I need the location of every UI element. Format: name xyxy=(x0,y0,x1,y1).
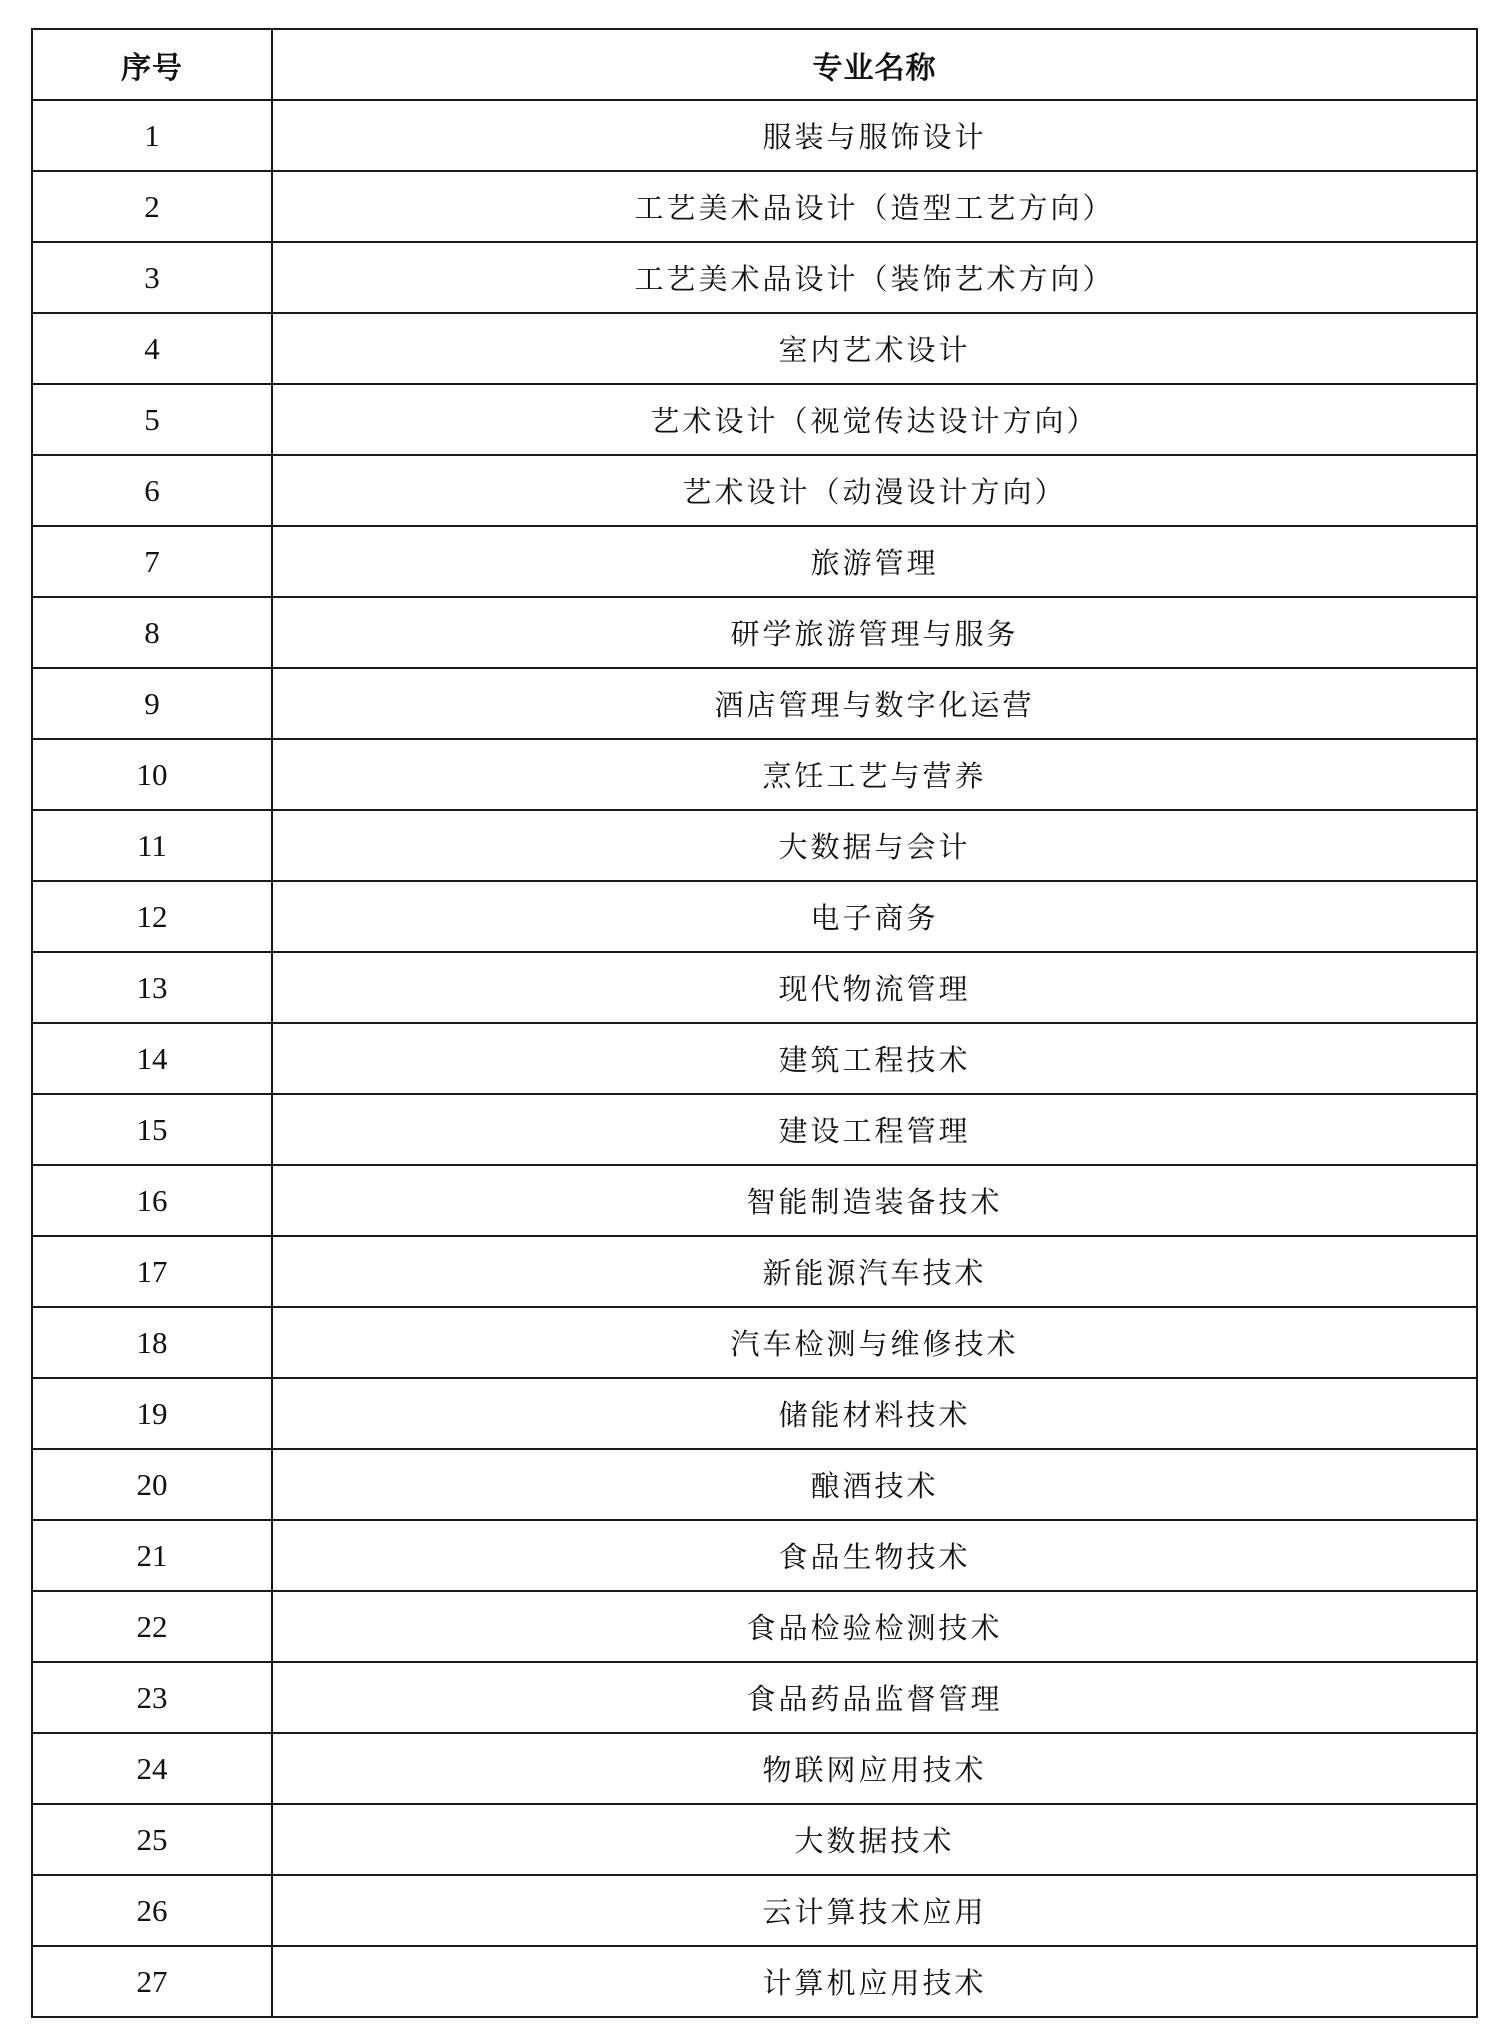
header-row xyxy=(32,29,1477,100)
header-serial-number: 序号 xyxy=(32,29,272,100)
serial-number-cell: 9 xyxy=(32,668,272,739)
table-row xyxy=(32,100,1477,171)
major-name-cell: 电子商务 xyxy=(272,881,1477,952)
table-row xyxy=(32,810,1477,881)
table-header xyxy=(32,29,1477,100)
serial-number-cell: 27 xyxy=(32,1946,272,2017)
table-row xyxy=(32,1733,1477,1804)
serial-number-cell: 8 xyxy=(32,597,272,668)
serial-number-cell: 23 xyxy=(32,1662,272,1733)
table-row xyxy=(32,242,1477,313)
serial-number-cell: 17 xyxy=(32,1236,272,1307)
table-row xyxy=(32,1591,1477,1662)
table-row xyxy=(32,1023,1477,1094)
major-name-cell: 工艺美术品设计（装饰艺术方向） xyxy=(272,242,1477,313)
serial-number-cell: 14 xyxy=(32,1023,272,1094)
table-row xyxy=(32,313,1477,384)
major-name-cell: 食品检验检测技术 xyxy=(272,1591,1477,1662)
major-name-cell: 大数据与会计 xyxy=(272,810,1477,881)
major-name-cell: 食品药品监督管理 xyxy=(272,1662,1477,1733)
table-row xyxy=(32,1236,1477,1307)
header-major-name: 专业名称 xyxy=(272,29,1477,100)
table-row xyxy=(32,526,1477,597)
table-row xyxy=(32,881,1477,952)
majors-table xyxy=(31,28,1478,2018)
serial-number-cell: 19 xyxy=(32,1378,272,1449)
serial-number-cell: 24 xyxy=(32,1733,272,1804)
serial-number-cell: 26 xyxy=(32,1875,272,1946)
table-row xyxy=(32,1520,1477,1591)
major-name-cell: 云计算技术应用 xyxy=(272,1875,1477,1946)
serial-number-cell: 13 xyxy=(32,952,272,1023)
major-name-cell: 烹饪工艺与营养 xyxy=(272,739,1477,810)
major-name-cell: 研学旅游管理与服务 xyxy=(272,597,1477,668)
serial-number-cell: 7 xyxy=(32,526,272,597)
serial-number-cell: 11 xyxy=(32,810,272,881)
major-name-cell: 艺术设计（动漫设计方向） xyxy=(272,455,1477,526)
major-name-cell: 艺术设计（视觉传达设计方向） xyxy=(272,384,1477,455)
serial-number-cell: 25 xyxy=(32,1804,272,1875)
table-row xyxy=(32,171,1477,242)
serial-number-cell: 20 xyxy=(32,1449,272,1520)
table-row xyxy=(32,1875,1477,1946)
serial-number-cell: 22 xyxy=(32,1591,272,1662)
table-row xyxy=(32,597,1477,668)
table-row xyxy=(32,384,1477,455)
serial-number-cell: 3 xyxy=(32,242,272,313)
major-name-cell: 旅游管理 xyxy=(272,526,1477,597)
serial-number-cell: 2 xyxy=(32,171,272,242)
table-row xyxy=(32,1449,1477,1520)
serial-number-cell: 10 xyxy=(32,739,272,810)
table-row xyxy=(32,1662,1477,1733)
major-name-cell: 大数据技术 xyxy=(272,1804,1477,1875)
major-name-cell: 食品生物技术 xyxy=(272,1520,1477,1591)
serial-number-cell: 1 xyxy=(32,100,272,171)
major-name-cell: 酒店管理与数字化运营 xyxy=(272,668,1477,739)
major-name-cell: 建设工程管理 xyxy=(272,1094,1477,1165)
major-name-cell: 新能源汽车技术 xyxy=(272,1236,1477,1307)
serial-number-cell: 16 xyxy=(32,1165,272,1236)
major-name-cell: 物联网应用技术 xyxy=(272,1733,1477,1804)
table-row xyxy=(32,1307,1477,1378)
serial-number-cell: 15 xyxy=(32,1094,272,1165)
serial-number-cell: 6 xyxy=(32,455,272,526)
major-name-cell: 室内艺术设计 xyxy=(272,313,1477,384)
serial-number-cell: 18 xyxy=(32,1307,272,1378)
table-row xyxy=(32,1946,1477,2017)
major-name-cell: 储能材料技术 xyxy=(272,1378,1477,1449)
major-name-cell: 智能制造装备技术 xyxy=(272,1165,1477,1236)
table-row xyxy=(32,668,1477,739)
majors-table-container xyxy=(31,28,1476,2018)
major-name-cell: 服装与服饰设计 xyxy=(272,100,1477,171)
table-row xyxy=(32,1804,1477,1875)
serial-number-cell: 4 xyxy=(32,313,272,384)
major-name-cell: 工艺美术品设计（造型工艺方向） xyxy=(272,171,1477,242)
table-body xyxy=(32,100,1477,2017)
major-name-cell: 现代物流管理 xyxy=(272,952,1477,1023)
table-row xyxy=(32,952,1477,1023)
table-row xyxy=(32,1378,1477,1449)
serial-number-cell: 12 xyxy=(32,881,272,952)
major-name-cell: 汽车检测与维修技术 xyxy=(272,1307,1477,1378)
table-row xyxy=(32,739,1477,810)
table-row xyxy=(32,1094,1477,1165)
serial-number-cell: 5 xyxy=(32,384,272,455)
serial-number-cell: 21 xyxy=(32,1520,272,1591)
major-name-cell: 酿酒技术 xyxy=(272,1449,1477,1520)
major-name-cell: 计算机应用技术 xyxy=(272,1946,1477,2017)
table-row xyxy=(32,455,1477,526)
table-row xyxy=(32,1165,1477,1236)
major-name-cell: 建筑工程技术 xyxy=(272,1023,1477,1094)
